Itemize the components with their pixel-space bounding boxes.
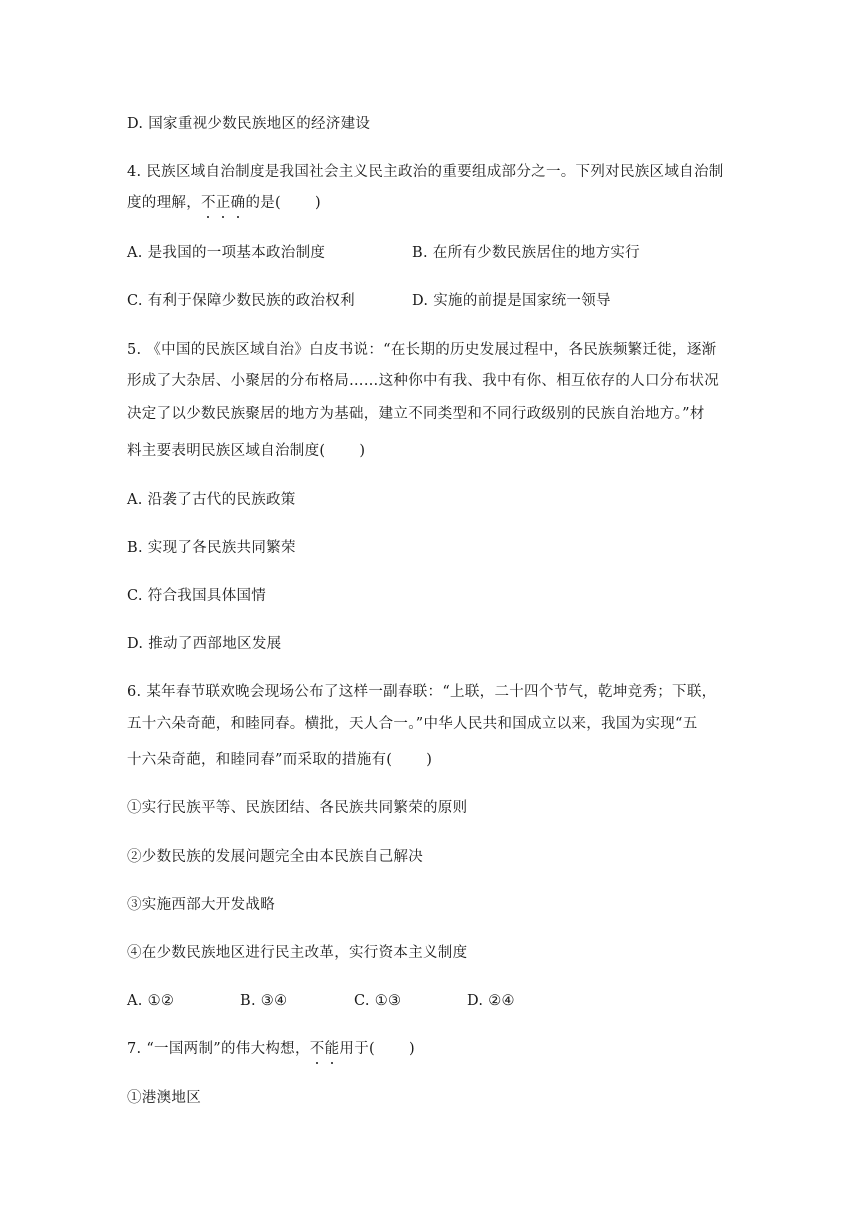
q5-option-a: A. 沿袭了古代的民族政策: [127, 492, 296, 508]
q5-stem-line4: [127, 441, 365, 461]
q7-emphasis-char-2: 能: [324, 1041, 340, 1057]
q3-option-d: D. 国家重视少数民族地区的经济建设: [127, 116, 371, 132]
q6-option-d: D. ②④: [467, 993, 515, 1009]
q4-emphasis-char-3: 确: [230, 195, 246, 211]
q7-item-1: ①港澳地区: [127, 1090, 201, 1106]
q5-stem-line2: 形成了大杂居、小聚居的分布格局……这种你中有我、我中有你、相互依存的人口分布状况: [127, 373, 719, 389]
q5-option-c: C. 符合我国具体国情: [127, 588, 267, 604]
q6-stem-text: 十六朵奇葩，和睦同春”而采取的措施有(: [127, 752, 393, 768]
q5-stem-line1: 5. 《中国的民族区域自治》白皮书说：“在长期的历史发展过程中，各民族频繁迁徙，逐渐: [127, 342, 717, 358]
q7-emphasis-char-1: 不: [309, 1041, 325, 1057]
q4-stem-text: 度的理解，: [127, 195, 201, 211]
q6-stem-line1: 6. 某年春节联欢晚会现场公布了这样一副春联：“上联，二十四个节气，乾坤竞秀；下联，: [127, 684, 717, 700]
q5-option-b: B. 实现了各民族共同繁荣: [127, 540, 296, 556]
q6-stem-line2: 五十六朵奇葩，和睦同春。横批，天人合一。”中华人民共和国成立以来，我国为实现“五: [127, 716, 698, 732]
q4-stem-line2: [127, 193, 321, 213]
q6-item-2: ②少数民族的发展问题完全由本民族自己解决: [127, 849, 423, 865]
q7-stem: [127, 1039, 415, 1059]
q5-stem-text: 料主要表明民族区域自治制度(: [127, 443, 326, 459]
q4-option-c: C. 有利于保障少数民族的政治权利: [127, 293, 355, 309]
q4-option-a: A. 是我国的一项基本政治制度: [127, 245, 326, 261]
q6-option-b: B. ③④: [240, 993, 288, 1009]
q4-option-b: B. 在所有少数民族居住的地方实行: [412, 245, 640, 261]
q4-emphasis-char-1: 不: [201, 195, 216, 211]
q7-stem-text: 7. “一国两制”的伟大构想，: [127, 1041, 310, 1057]
q5-stem-close: ): [359, 443, 366, 459]
q4-option-d: D. 实施的前提是国家统一领导: [412, 293, 611, 309]
q4-stem-line1: 4. 民族区域自治制度是我国社会主义民主政治的重要组成部分之一。下列对民族区域自治制: [127, 164, 724, 180]
q6-item-3: ③实施西部大开发战略: [127, 897, 275, 913]
q4-emphasis-char-2: 正: [215, 195, 231, 211]
q6-option-c: C. ①③: [354, 993, 402, 1009]
q5-option-d: D. 推动了西部地区发展: [127, 636, 282, 652]
q7-stem-close: ): [408, 1041, 415, 1057]
q6-stem-close: ): [426, 752, 433, 768]
q5-stem-line3: 决定了以少数民族聚居的地方为基础，建立不同类型和不同行政级别的民族自治地方。”材: [127, 406, 705, 422]
q6-stem-line3: [127, 750, 432, 770]
q4-stem-tail: 的是(: [245, 195, 281, 211]
q4-stem-close: ): [315, 195, 321, 211]
q7-stem-tail: 用于(: [339, 1041, 375, 1057]
q6-item-4: ④在少数民族地区进行民主改革，实行资本主义制度: [127, 945, 468, 961]
q6-option-a: A. ①②: [127, 993, 175, 1009]
q6-item-1: ①实行民族平等、民族团结、各民族共同繁荣的原则: [127, 800, 468, 816]
